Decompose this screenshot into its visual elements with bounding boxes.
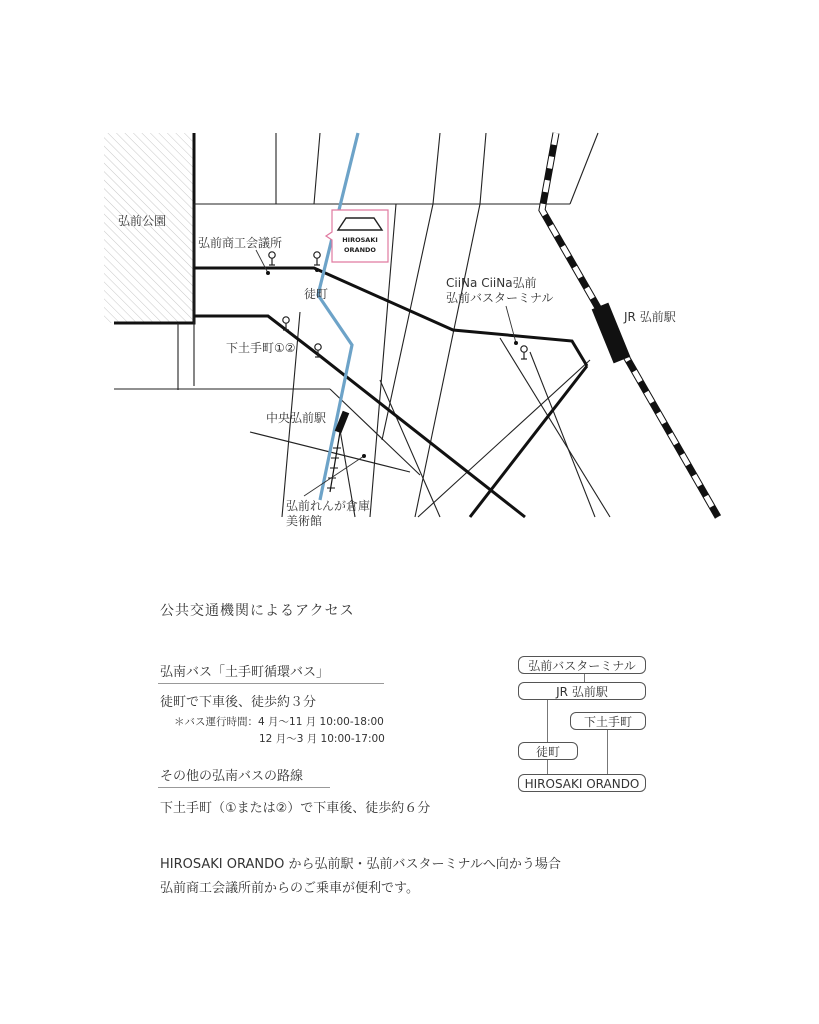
diagram-line (607, 730, 608, 774)
access-title: 公共交通機関によるアクセス (160, 603, 355, 619)
route1-underline (158, 683, 384, 684)
route1-text: 徒町で下車後、徒歩約３分 (160, 695, 317, 710)
route2-text: 下土手町（①または②）で下車後、徒歩約６分 (160, 801, 431, 816)
diagram-tocho: 徒町 (518, 742, 578, 760)
label-renga-1: 弘前れんが倉庫 (286, 499, 371, 513)
label-ciina-2: 弘前バスターミナル (446, 291, 554, 305)
jr-railway (542, 133, 718, 517)
footer-line1: HIROSAKI ORANDO から弘前駅・弘前バスターミナルへ向かう場合 (160, 857, 561, 872)
label-chamber: 弘前商工会議所 (198, 236, 283, 250)
diagram-bus-terminal: 弘前バスターミナル (518, 656, 646, 674)
diagram-shimodote: 下土手町 (570, 712, 646, 730)
bus-stop-icon (269, 252, 275, 265)
diagram-line (547, 760, 548, 774)
route1-note2: 12 月〜3 月 10:00-17:00 (259, 733, 385, 745)
label-renga-2: 美術館 (286, 514, 323, 528)
logo-line1: HIROSAKI (342, 236, 378, 244)
route2-heading: その他の弘南バスの路線 (160, 769, 304, 784)
label-shimodote: 下土手町①② (226, 341, 296, 355)
diagram-jr-station: JR 弘前駅 (518, 682, 646, 700)
orando-logo-box (326, 210, 388, 262)
route1-heading: 弘南バス「土手町循環バス」 (160, 665, 330, 680)
label-tocho: 徒町 (304, 287, 329, 301)
label-park: 弘前公園 (118, 214, 167, 228)
park-area (104, 133, 194, 323)
logo-line2: ORANDO (344, 246, 376, 254)
bus-stop-icon (521, 346, 527, 359)
label-ciina-1: CiiNa CiiNa弘前 (446, 276, 537, 290)
bus-stop-icon (314, 252, 320, 265)
diagram-line (547, 700, 548, 742)
label-jr: JR 弘前駅 (624, 310, 676, 324)
route1-note1: ＊バス運行時間：4 月〜11 月 10:00-18:00 (174, 716, 384, 728)
label-chuo: 中央弘前駅 (266, 411, 327, 425)
main-roads (194, 268, 587, 517)
route2-underline (158, 787, 330, 788)
jr-station-platform (600, 306, 622, 360)
footer-line2: 弘前商工会議所前からのご乗車が便利です。 (160, 881, 419, 896)
diagram-orando: HIROSAKI ORANDO (518, 774, 646, 792)
